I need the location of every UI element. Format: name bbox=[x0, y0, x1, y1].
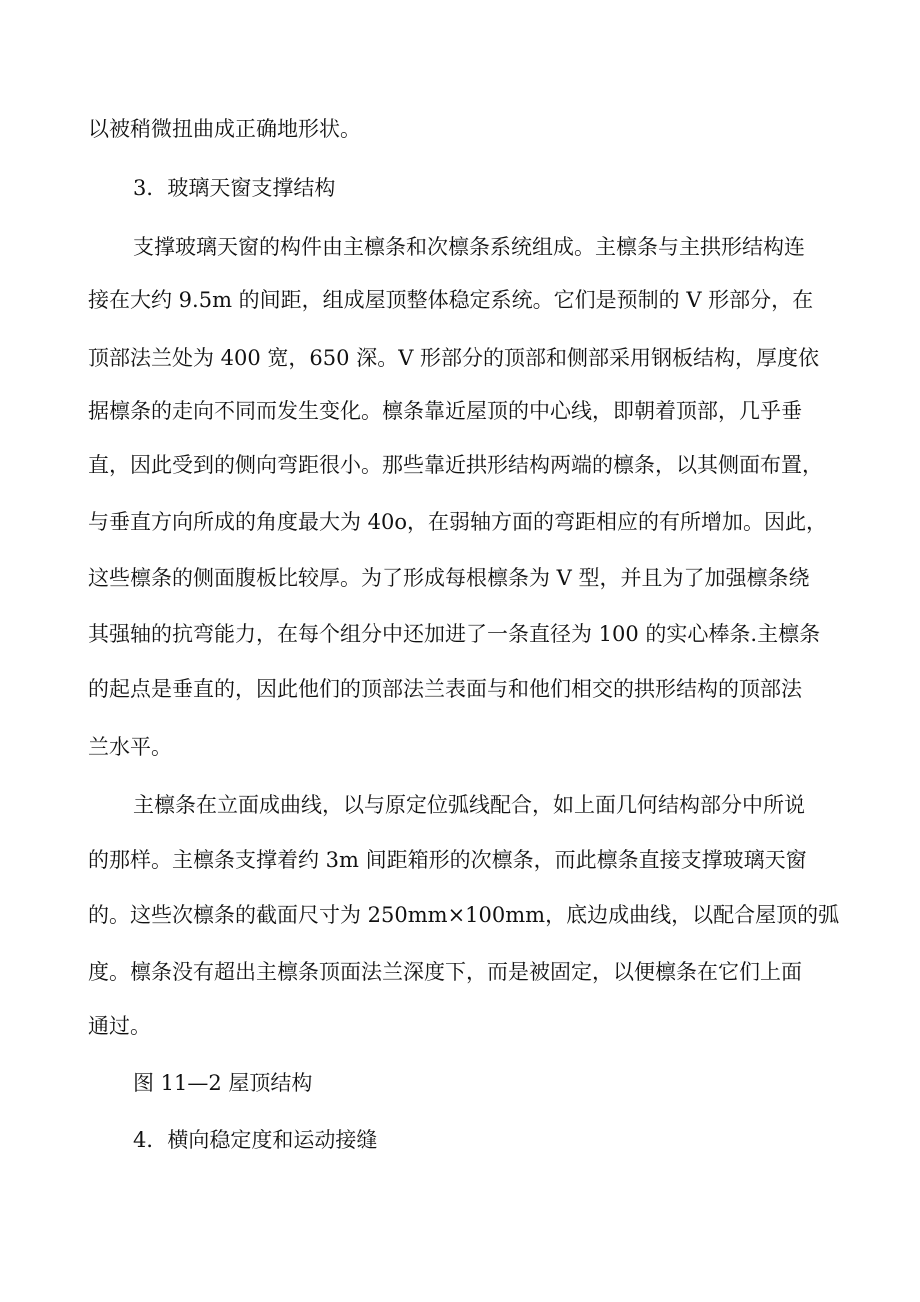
paragraph-line: 的。这些次檩条的截面尺寸为 250mm×100mm，底边成曲线，以配合屋顶的弧 bbox=[88, 903, 840, 927]
paragraph-line: 与垂直方向所成的角度最大为 40o，在弱轴方面的弯距相应的有所增加。因此， bbox=[88, 510, 828, 534]
paragraph-line: 兰水平。 bbox=[88, 735, 172, 759]
figure-caption: 图 11—2 屋顶结构 bbox=[133, 1071, 313, 1095]
paragraph-line: 通过。 bbox=[88, 1014, 151, 1038]
paragraph-line: 度。檩条没有超出主檩条顶面法兰深度下，而是被固定，以便檩条在它们上面 bbox=[88, 960, 802, 984]
paragraph-line: 支撑玻璃天窗的构件由主檩条和次檩条系统组成。主檩条与主拱形结构连 bbox=[133, 235, 805, 259]
paragraph-line: 主檩条在立面成曲线，以与原定位弧线配合，如上面几何结构部分中所说 bbox=[133, 793, 805, 817]
paragraph-line: 的那样。主檩条支撑着约 3m 间距箱形的次檩条，而此檩条直接支撑玻璃天窗 bbox=[88, 848, 807, 872]
paragraph-line: 顶部法兰处为 400 宽，650 深。V 形部分的顶部和侧部采用钢板结构，厚度依 bbox=[88, 346, 820, 370]
paragraph-line: 据檩条的走向不同而发生变化。檩条靠近屋顶的中心线，即朝着顶部，几乎垂 bbox=[88, 399, 802, 423]
section-heading-3: 3．玻璃天窗支撑结构 bbox=[133, 176, 336, 200]
paragraph-line: 其强轴的抗弯能力，在每个组分中还加进了一条直径为 100 的实心棒条.主檩条 bbox=[88, 622, 821, 646]
paragraph-line: 这些檩条的侧面腹板比较厚。为了形成每根檩条为 V 型，并且为了加强檩条绕 bbox=[88, 566, 810, 590]
paragraph-line: 直，因此受到的侧向弯距很小。那些靠近拱形结构两端的檩条，以其侧面布置， bbox=[88, 453, 823, 477]
section-heading-4: 4．横向稳定度和运动接缝 bbox=[133, 1128, 378, 1152]
paragraph-line: 接在大约 9.5m 的间距，组成屋顶整体稳定系统。它们是预制的 V 形部分，在 bbox=[88, 288, 814, 312]
paragraph-line: 的起点是垂直的，因此他们的顶部法兰表面与和他们相交的拱形结构的顶部法 bbox=[88, 677, 802, 701]
paragraph-line: 以被稍微扭曲成正确地形状。 bbox=[88, 117, 361, 141]
